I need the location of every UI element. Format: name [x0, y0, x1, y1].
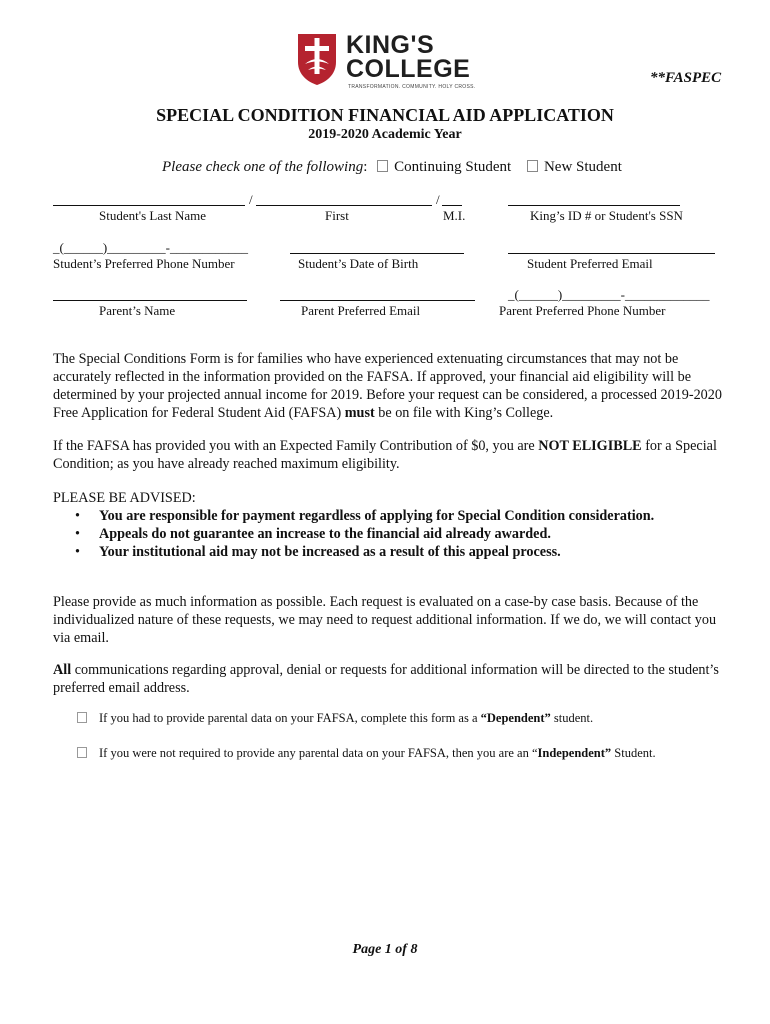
intro-text: The Special Conditions Form is for families who have experienced extenuating circumstances that may not be accurately reflected in the information provided on the FAFSA. If approved, your financial aid eligibility will be determined by your projected annual income for 2019. Before your request can be considered, a processed 2019-2020 Free Application for Federal Student Aid (FAFSA) — [53, 351, 722, 421]
efc-text-end: for a Special Condition; as you have already reached maximum eligibility. — [53, 438, 717, 472]
continuing-student-label: Continuing Student — [394, 159, 512, 175]
intro-paragraph — [53, 350, 728, 422]
advised-bullet: • You are responsible for payment regardless of applying for Special Condition consideration. — [75, 508, 655, 524]
parent-email-label: Parent Preferred Email — [301, 303, 421, 318]
independent-option — [77, 746, 656, 761]
independent-text-end: Student. — [611, 746, 656, 760]
student-email-field[interactable] — [508, 253, 715, 254]
logo-text-kings: KING'S — [346, 31, 435, 59]
mi-label: M.I. — [443, 208, 466, 223]
advised-bullet: • Your institutional aid may not be increased as a result of this appeal process. — [75, 544, 561, 560]
kings-id-label: King’s ID # or Student's SSN — [530, 208, 683, 223]
independent-checkbox[interactable] — [77, 747, 87, 758]
dob-field[interactable] — [290, 253, 464, 254]
student-phone-field[interactable]: _(______)_________-____________ — [53, 240, 248, 255]
advised-list — [53, 507, 743, 561]
shield-cross-icon — [296, 32, 338, 86]
name-separator-slash: / — [249, 192, 253, 207]
information-paragraph: Please provide as much information as possible. Each request is evaluated on a case-by case basis. Because of the individualized nature of these requests, we may need to request additional information. If we do, we will contact you via email. — [53, 594, 717, 646]
kings-id-field[interactable] — [508, 205, 680, 206]
parent-phone-field[interactable]: _(______)_________-_____________ — [508, 287, 710, 302]
advised-bullet: • Appeals do not guarantee an increase to the financial aid already awarded. — [75, 526, 551, 542]
communications-paragraph — [53, 661, 728, 697]
mi-separator-slash: / — [436, 192, 440, 207]
efc-text: If the FAFSA has provided you with an Expected Family Contribution of $0, you are — [53, 438, 539, 454]
efc-paragraph — [53, 437, 728, 473]
last-name-label: Student's Last Name — [99, 208, 207, 223]
parent-name-label: Parent’s Name — [99, 303, 176, 318]
logo-tagline: TRANSFORMATION. COMMUNITY. HOLY CROSS. — [348, 84, 476, 90]
intro-must: must — [344, 405, 375, 421]
student-status-selector — [162, 159, 622, 176]
kings-college-logo — [296, 31, 476, 94]
middle-initial-field[interactable] — [442, 205, 462, 206]
dob-label: Student’s Date of Birth — [298, 256, 419, 271]
logo-text-college: COLLEGE — [346, 55, 471, 83]
parent-phone-label: Parent Preferred Phone Number — [499, 303, 666, 318]
page-number: Page 1 of 8 — [352, 942, 418, 957]
advised-bullet-text: Appeals do not guarantee an increase to the financial aid already awarded. — [99, 526, 551, 542]
continuing-student-checkbox[interactable] — [377, 160, 388, 172]
independent-word: Independent” — [537, 746, 612, 760]
advised-bullet-text: You are responsible for payment regardless of applying for Special Condition consideration. — [99, 508, 655, 524]
last-name-field[interactable] — [53, 205, 245, 206]
student-phone-label: Student’s Preferred Phone Number — [53, 256, 235, 271]
dependent-text-end: student. — [550, 711, 594, 725]
new-student-checkbox[interactable] — [527, 160, 538, 172]
page-title: SPECIAL CONDITION FINANCIAL AID APPLICATION — [156, 105, 614, 125]
dependent-text: If you had to provide parental data on your FAFSA, complete this form as a — [99, 711, 481, 725]
page-subtitle: 2019-2020 Academic Year — [308, 127, 462, 142]
dependent-checkbox[interactable] — [77, 712, 87, 723]
dependent-option — [77, 711, 593, 726]
parent-email-field[interactable] — [280, 300, 475, 301]
communications-all: All — [53, 662, 72, 678]
status-prompt: Please check one of the following — [162, 159, 364, 175]
form-code: **FASPEC — [650, 70, 722, 86]
student-email-label: Student Preferred Email — [527, 256, 653, 271]
dependent-word: “Dependent” — [480, 711, 551, 725]
intro-text-end: be on file with King’s College. — [374, 405, 554, 421]
status-colon: : — [363, 159, 368, 175]
communications-text: communications regarding approval, denial or requests for additional information will be directed to the student’s preferred email address. — [53, 662, 719, 696]
new-student-label: New Student — [543, 159, 622, 175]
first-name-field[interactable] — [256, 205, 432, 206]
first-name-label: First — [325, 208, 349, 223]
advised-heading: PLEASE BE ADVISED: — [53, 490, 196, 506]
efc-not-eligible: NOT ELIGIBLE — [538, 438, 642, 454]
independent-text: If you were not required to provide any parental data on your FAFSA, then you are an “ — [99, 746, 538, 760]
advised-bullet-text: Your institutional aid may not be increased as a result of this appeal process. — [99, 544, 561, 560]
parent-name-field[interactable] — [53, 300, 247, 301]
